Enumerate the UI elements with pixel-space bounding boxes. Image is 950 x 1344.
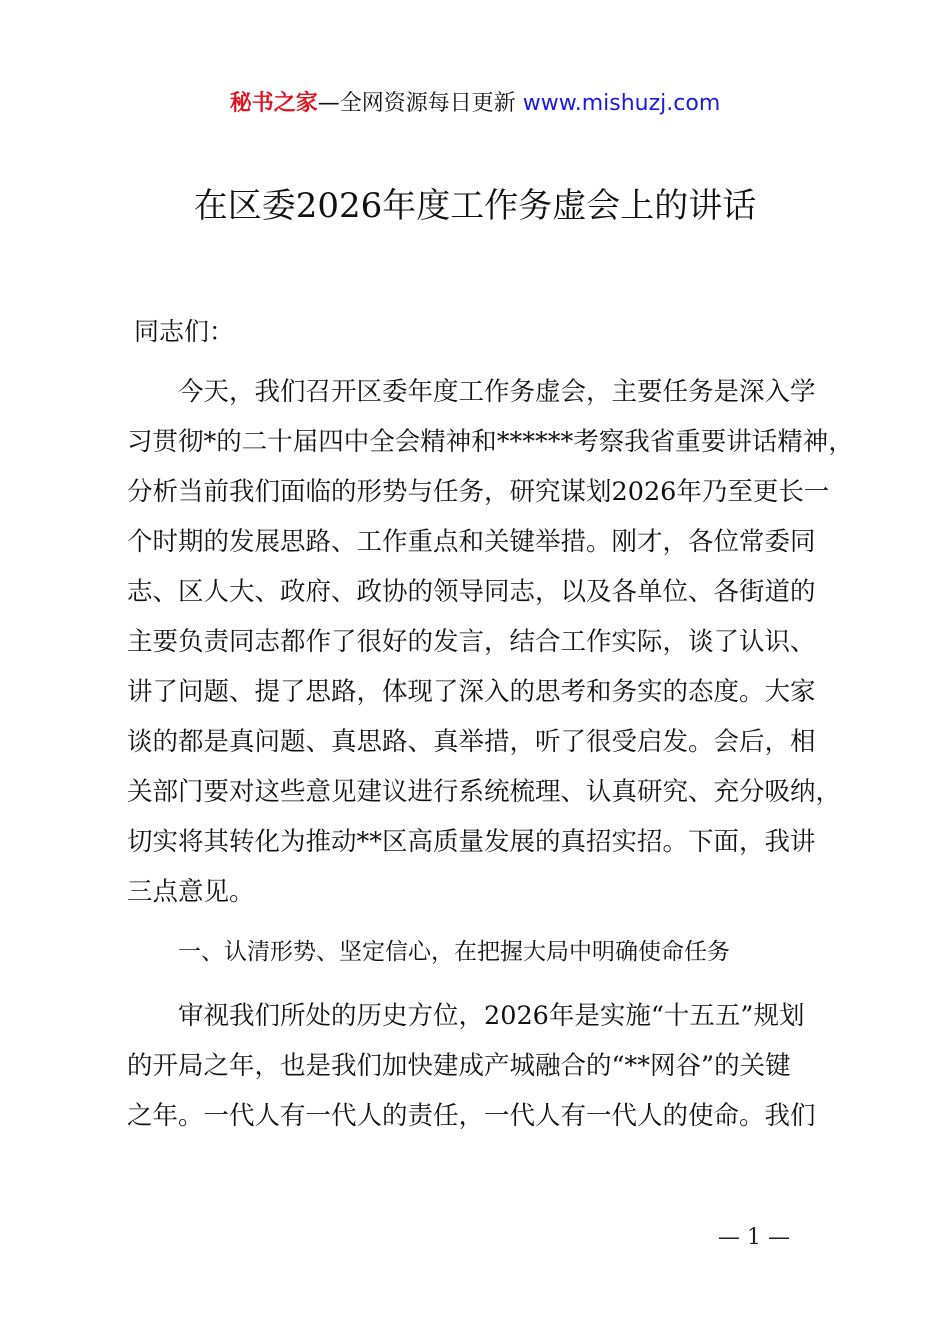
paragraph-line: 三点意见。: [127, 877, 255, 907]
section-heading: 一、认清形势、坚定信心，在把握大局中明确使命任务: [178, 939, 730, 965]
banner-slogan: —全网资源每日更新: [317, 91, 523, 116]
paragraph-line: 个时期的发展思路、工作重点和关键举措。刚才，各位常委同: [127, 527, 816, 557]
paragraph-line: 的开局之年，也是我们加快建成产城融合的“**网谷”的关键: [127, 1051, 791, 1081]
paragraph-line: 谈的都是真问题、真思路、真举措，听了很受启发。会后，相: [127, 727, 816, 757]
paragraph-line: 习贯彻*的二十届四中全会精神和******考察我省重要讲话精神，: [127, 427, 854, 457]
page-number: — 1 —: [718, 1225, 790, 1250]
paragraph-line: 志、区人大、政府、政协的领导同志，以及各单位、各街道的: [127, 577, 816, 607]
paragraph-line: 切实将其转化为推动**区高质量发展的真招实招。下面，我讲: [127, 827, 816, 857]
document-title: 在区委2026年度工作务虚会上的讲话: [193, 186, 757, 226]
website-banner: [0, 88, 950, 120]
paragraph-line: 主要负责同志都作了很好的发言，结合工作实际，谈了认识、: [127, 627, 816, 657]
salutation: 同志们：: [134, 317, 235, 346]
paragraph-line: 今天，我们召开区委年度工作务虚会，主要任务是深入学: [178, 377, 816, 407]
site-url-link[interactable]: www.mishuzj.com: [522, 91, 721, 116]
paragraph-line: 之年。一代人有一代人的责任，一代人有一代人的使命。我们: [127, 1101, 816, 1131]
brand-name: 秘书之家: [229, 91, 318, 116]
paragraph-line: 审视我们所处的历史方位，2026年是实施“十五五”规划: [178, 1001, 805, 1031]
paragraph-line: 讲了问题、提了思路，体现了深入的思考和务实的态度。大家: [127, 677, 816, 707]
paragraph-line: 关部门要对这些意见建议进行系统梳理、认真研究、充分吸纳，: [127, 777, 842, 807]
paragraph-line: 分析当前我们面临的形势与任务，研究谋划2026年乃至更长一: [127, 477, 830, 507]
